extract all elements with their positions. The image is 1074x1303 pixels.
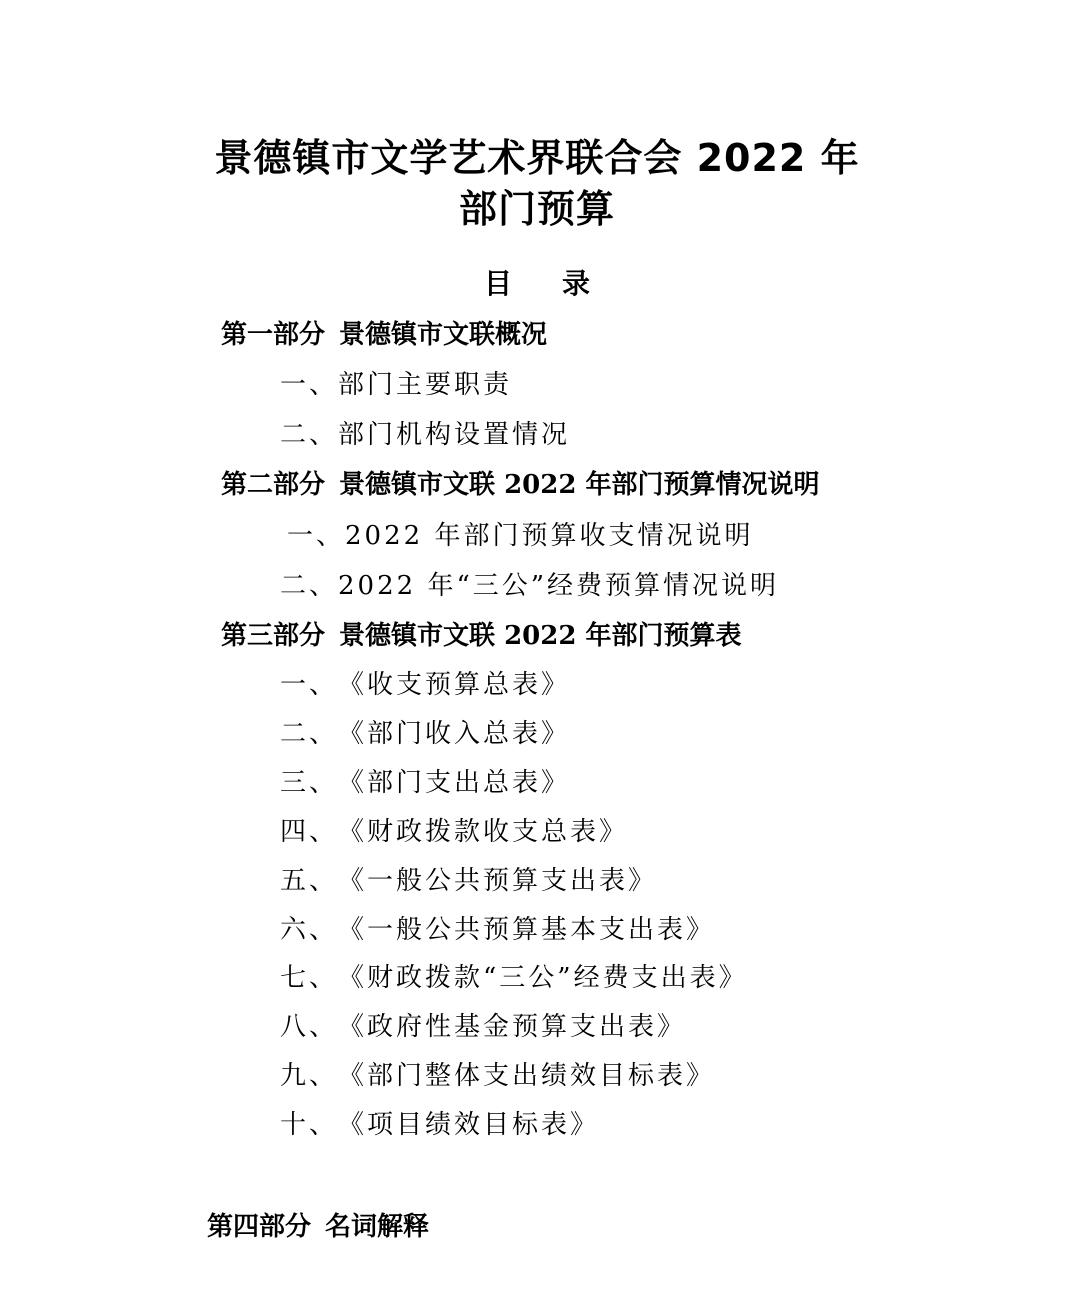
item-number: 五、: [280, 866, 339, 896]
part-label: 第四部分: [207, 1212, 312, 1242]
part-label: 第一部分: [221, 320, 326, 350]
item-text: 2022 年部门预算收支情况说明: [345, 521, 754, 551]
item-text: 《财政拨款“三公”经费支出表》: [338, 963, 748, 993]
toc-item: [280, 815, 628, 849]
toc-heading: 目录: [483, 267, 640, 300]
toc-item: [280, 961, 748, 995]
item-number: 四、: [280, 817, 339, 847]
toc-item: [280, 569, 779, 603]
toc-part-4: [207, 1210, 429, 1244]
item-number: 二、: [280, 719, 339, 749]
item-text: 《财政拨款收支总表》: [338, 817, 629, 847]
part-label: 第三部分: [221, 621, 326, 651]
toc-item: [280, 864, 657, 898]
item-number: 一、: [287, 521, 346, 551]
item-number: 一、: [280, 370, 339, 400]
part-title: 景德镇市文联 2022 年部门预算表: [339, 621, 742, 651]
item-text: 《项目绩效目标表》: [338, 1110, 600, 1140]
toc-item: [280, 668, 570, 702]
part-title: 名词解释: [325, 1212, 430, 1242]
toc-part-3: [221, 619, 741, 653]
toc-item: [280, 913, 715, 947]
item-number: 九、: [280, 1061, 339, 1091]
item-text: 《一般公共预算支出表》: [338, 866, 658, 896]
item-number: 十、: [280, 1110, 339, 1140]
item-text: 2022 年“三公”经费预算情况说明: [338, 571, 780, 601]
item-number: 七、: [280, 963, 339, 993]
item-text: 《部门收入总表》: [338, 719, 571, 749]
document-title-line-1: 景德镇市文学艺术界联合会 2022 年: [214, 136, 860, 180]
item-text: 《部门整体支出绩效目标表》: [338, 1061, 716, 1091]
toc-item: [280, 418, 570, 452]
item-text: 《一般公共预算基本支出表》: [338, 915, 716, 945]
part-label: 第二部分: [221, 470, 326, 500]
toc-item: [280, 766, 570, 800]
item-number: 三、: [280, 768, 339, 798]
toc-item: [280, 1010, 686, 1044]
document-title-line-2: 部门预算: [458, 187, 615, 231]
part-title: 景德镇市文联 2022 年部门预算情况说明: [339, 470, 820, 500]
item-text: 部门机构设置情况: [338, 420, 571, 450]
toc-part-1: [221, 318, 547, 352]
item-number: 一、: [280, 670, 339, 700]
item-text: 《政府性基金预算支出表》: [338, 1012, 687, 1042]
toc-item: [280, 1108, 599, 1142]
item-text: 《收支预算总表》: [338, 670, 571, 700]
item-number: 六、: [280, 915, 339, 945]
toc-item: [280, 368, 512, 402]
part-title: 景德镇市文联概况: [339, 320, 548, 350]
item-number: 二、: [280, 571, 339, 601]
toc-item: [280, 717, 570, 751]
item-number: 二、: [280, 420, 339, 450]
toc-item: [280, 1059, 715, 1093]
toc-part-2: [221, 468, 819, 502]
item-number: 八、: [280, 1012, 339, 1042]
item-text: 《部门支出总表》: [338, 768, 571, 798]
toc-item: [287, 519, 753, 553]
item-text: 部门主要职责: [338, 370, 513, 400]
